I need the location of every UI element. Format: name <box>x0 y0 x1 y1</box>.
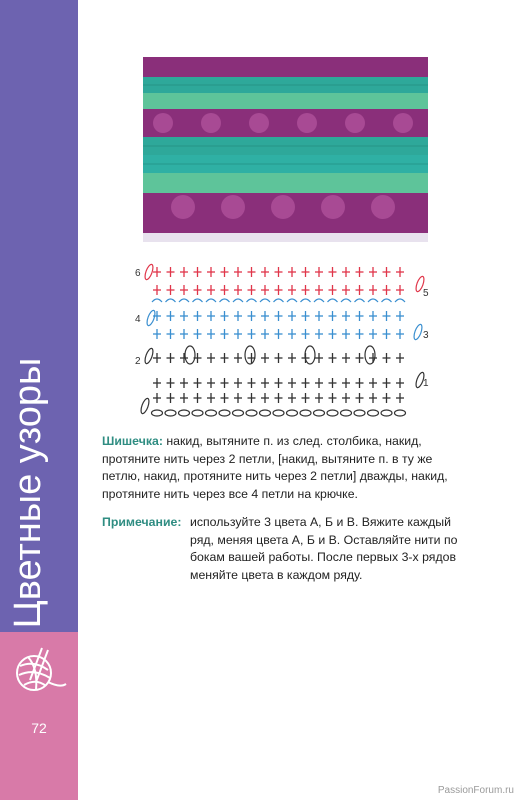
arch-symbol <box>341 299 351 302</box>
watermark: PassionForum.ru <box>437 785 514 796</box>
arch-symbol <box>260 299 270 302</box>
arch-symbol <box>152 299 162 302</box>
note-text: используйте 3 цвета А, Б и В. Вяжите каждый ряд, меняя цвета А, Б и В. Оставляйте нити по бокам вашей работы. После первых 3-х рядов меняйте цвета в каждом ряду. <box>190 515 458 582</box>
chain-symbol <box>300 410 311 416</box>
chain-symbol <box>273 410 284 416</box>
arch-symbol <box>206 299 216 302</box>
arch-symbol <box>193 299 203 302</box>
chain-symbol <box>327 410 338 416</box>
chain-symbol <box>206 410 217 416</box>
chain-symbol <box>246 410 257 416</box>
row-label-4: 4 <box>135 314 141 325</box>
page-number: 72 <box>31 720 47 736</box>
chain-symbol <box>165 410 176 416</box>
arch-symbol <box>287 299 297 302</box>
note-block <box>102 514 472 582</box>
row-label-2: 2 <box>135 356 141 367</box>
chain-symbol <box>179 410 190 416</box>
chain-symbol <box>152 410 163 416</box>
turning-chain-symbol <box>143 347 154 364</box>
arch-symbol <box>220 299 230 302</box>
chain-symbol <box>354 410 365 416</box>
bobble-symbol <box>305 346 315 364</box>
arch-symbol <box>395 299 405 302</box>
arch-symbol <box>368 299 378 302</box>
arch-symbol <box>301 299 311 302</box>
turning-chain-symbol <box>412 323 423 340</box>
arch-symbol <box>355 299 365 302</box>
arch-symbol <box>382 299 392 302</box>
row-label-5: 5 <box>423 288 429 299</box>
row-label-1: 1 <box>423 378 429 389</box>
arch-symbol <box>328 299 338 302</box>
chain-symbol <box>219 410 230 416</box>
arch-symbol <box>233 299 243 302</box>
chain-symbol <box>314 410 325 416</box>
note-label: Примечание: <box>102 515 182 529</box>
chain-symbol <box>287 410 298 416</box>
chain-symbol <box>260 410 271 416</box>
turning-chain-symbol <box>145 309 156 326</box>
arch-symbol <box>247 299 257 302</box>
chain-symbol <box>233 410 244 416</box>
bobble-text: накид, вытяните п. из след. столбика, накид, протяните нить через 2 петли, [накид, вытяните п. в ту же петлю, накид, протяните нить через 2 петли] дважды, накид, протяните нить через все 4 петли на крючке. <box>102 434 448 501</box>
bobble-symbol <box>245 346 255 364</box>
chain-symbol <box>368 410 379 416</box>
arch-symbol <box>166 299 176 302</box>
chain-symbol <box>395 410 406 416</box>
yarn-badge <box>0 632 78 710</box>
turning-chain-symbol <box>143 263 154 280</box>
chain-symbol <box>341 410 352 416</box>
chain-symbol <box>381 410 392 416</box>
arch-symbol <box>274 299 284 302</box>
bobble-instructions <box>102 433 472 503</box>
row-label-3: 3 <box>423 330 429 341</box>
row-label-6: 6 <box>135 268 141 279</box>
section-title: Цветные узоры <box>7 357 49 629</box>
bobble-symbol <box>185 346 195 364</box>
turning-chain-symbol <box>139 397 150 414</box>
crochet-chart <box>135 258 435 426</box>
bobble-label: Шишечка: <box>102 434 163 448</box>
yarn-ball-icon <box>8 640 70 702</box>
crochet-swatch-photo <box>143 57 428 242</box>
arch-symbol <box>314 299 324 302</box>
chain-symbol <box>192 410 203 416</box>
arch-symbol <box>179 299 189 302</box>
